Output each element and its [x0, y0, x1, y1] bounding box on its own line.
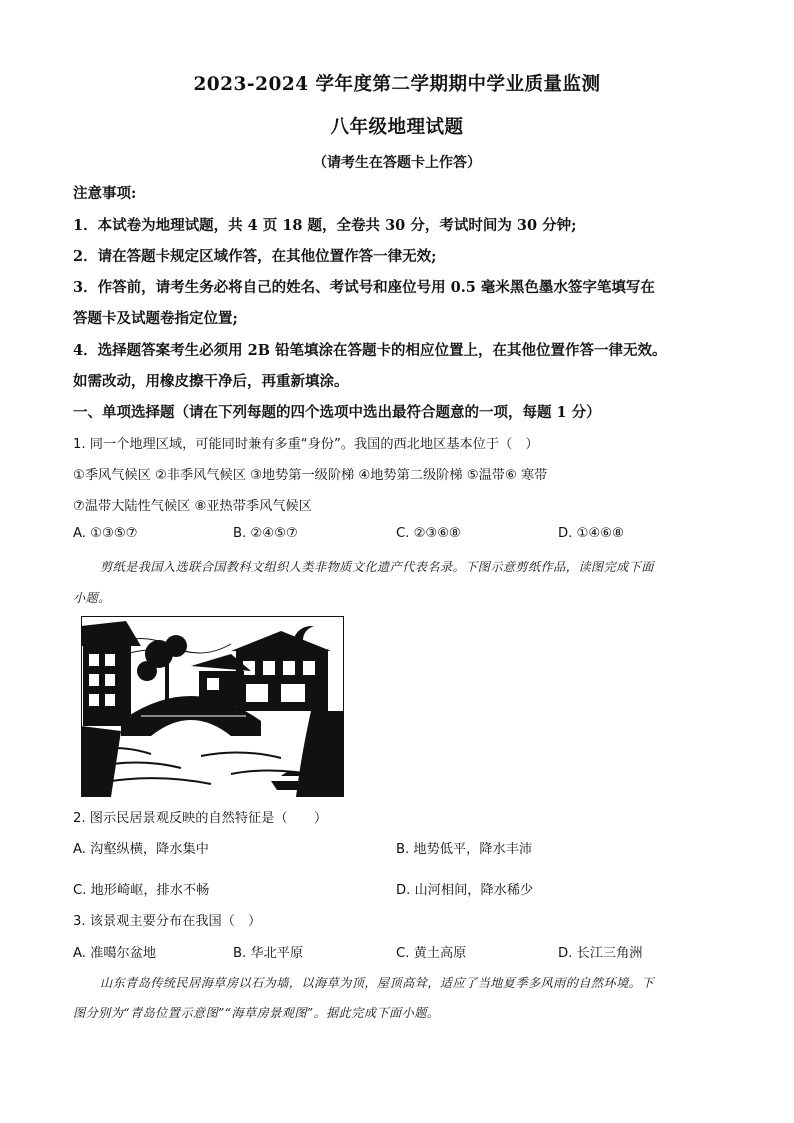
question-3-option-d: D. 长江三角洲	[558, 946, 643, 961]
exam-subject-title: 八年级地理试题	[330, 117, 464, 138]
answer-instruction: （请考生在答题卡上作答）	[313, 155, 481, 171]
question-3-option-a: A. 准噶尔盆地	[73, 946, 157, 961]
material-2-line-2: 图分别为“青岛位置示意图”“海草房景观图”。据此完成下面小题。	[73, 1006, 440, 1020]
question-1-option-a: A. ①③⑤⑦	[73, 526, 138, 541]
notes-heading: 注意事项:	[73, 185, 137, 202]
question-3-option-b: B. 华北平原	[233, 946, 304, 961]
notes-item-3-line-1: 3．作答前，请考生务必将自己的姓名、考试号和座位号用 0.5 毫米黑色墨水签字笔填写在	[73, 279, 655, 296]
exam-title: 2023-2024 学年度第二学期期中学业质量监测	[193, 74, 601, 95]
papercut-artwork-image	[81, 616, 344, 797]
notes-item-4-line-1: 4．选择题答案考生必须用 2B 铅笔填涂在答题卡的相应位置上，在其他位置作答一律无效。	[73, 342, 667, 359]
notes-item-3-line-2: 答题卡及试题卷指定位置;	[73, 310, 238, 327]
material-1-line-2: 小题。	[73, 591, 111, 605]
question-1-stem: 1. 同一个地理区域，可能同时兼有多重“身份”。我国的西北地区基本位于（ ）	[73, 437, 539, 452]
section-1-heading: 一、单项选择题（请在下列每题的四个选项中选出最符合题意的一项，每题 1 分）	[73, 404, 601, 421]
question-3-option-c: C. 黄土高原	[396, 946, 467, 961]
question-2-option-b: B. 地势低平，降水丰沛	[396, 842, 533, 857]
question-2-option-a: A. 沟壑纵横，降水集中	[73, 842, 209, 857]
question-2-option-d: D. 山河相间，降水稀少	[396, 883, 534, 898]
question-1-items-line-1: ①季风气候区 ②非季风气候区 ③地势第一级阶梯 ④地势第二级阶梯 ⑤温带⑥ 寒带	[73, 468, 548, 483]
question-1-option-b: B. ②④⑤⑦	[233, 526, 298, 541]
question-1-option-c: C. ②③⑥⑧	[396, 526, 461, 541]
material-1-line-1: 剪纸是我国入选联合国教科文组织人类非物质文化遗产代表名录。下图示意剪纸作品，读图完成下面	[100, 560, 654, 574]
question-2-stem: 2. 图示民居景观反映的自然特征是（ ）	[73, 811, 328, 826]
question-2-option-c: C. 地形崎岖，排水不畅	[73, 883, 210, 898]
material-2-line-1: 山东青岛传统民居海草房以石为墙，以海草为顶，屋顶高耸，适应了当地夏季多风雨的自然环境。下	[100, 976, 654, 990]
notes-item-4-line-2: 如需改动，用橡皮擦干净后，再重新填涂。	[73, 373, 349, 390]
notes-item-1: 1．本试卷为地理试题，共 4 页 18 题，全卷共 30 分，考试时间为 30 分钟;	[73, 217, 577, 234]
question-1-items-line-2: ⑦温带大陆性气候区 ⑧亚热带季风气候区	[73, 499, 312, 514]
question-1-option-d: D. ①④⑥⑧	[558, 526, 624, 541]
notes-item-2: 2．请在答题卡规定区域作答，在其他位置作答一律无效;	[73, 248, 437, 265]
question-3-stem: 3. 该景观主要分布在我国（ ）	[73, 914, 262, 929]
